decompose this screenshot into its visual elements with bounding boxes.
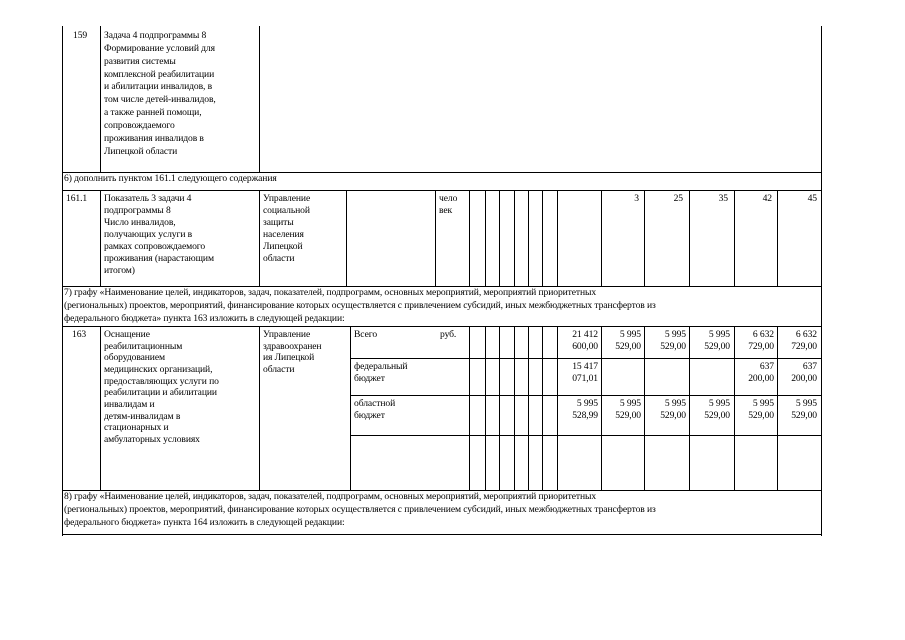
table-rule xyxy=(821,172,822,192)
table-rule xyxy=(542,190,543,287)
indicator-value: 45 xyxy=(807,193,817,204)
funding-value: 5 995 xyxy=(752,398,774,409)
table-rule xyxy=(821,26,822,173)
funding-total: 21 412 xyxy=(572,329,598,340)
funding-value: 637 xyxy=(759,361,774,372)
table-rule xyxy=(259,26,260,173)
row-name: детям-инвалидам в xyxy=(104,410,181,422)
table-rule xyxy=(542,326,543,491)
executor-name: защиты xyxy=(263,217,294,228)
funding-total: 600,00 xyxy=(572,341,598,352)
indicator-value: 3 xyxy=(634,193,639,204)
funding-value: 529,00 xyxy=(748,410,774,421)
funding-value: 529,00 xyxy=(615,341,641,352)
funding-value: 200,00 xyxy=(791,373,817,384)
table-rule xyxy=(644,326,645,491)
row-name: Показатель 3 задачи 4 xyxy=(104,193,192,204)
row-name: получающих услуги в xyxy=(104,229,193,240)
table-rule xyxy=(734,326,735,491)
executor-name: Управление xyxy=(263,329,311,340)
table-rule xyxy=(557,326,558,491)
funding-source: бюджет xyxy=(354,410,385,421)
funding-value: 5 995 xyxy=(708,329,730,340)
table-rule xyxy=(557,190,558,287)
row-name: а также ранней помощи, xyxy=(104,107,202,119)
table-rule xyxy=(62,26,63,173)
table-rule xyxy=(601,326,602,491)
table-rule xyxy=(499,190,500,287)
row-name: и абилитации инвалидов, в xyxy=(104,81,213,93)
table-rule xyxy=(62,490,63,536)
funding-value: 529,00 xyxy=(615,410,641,421)
table-rule xyxy=(514,190,515,287)
funding-value: 200,00 xyxy=(748,373,774,384)
executor-name: здравоохранен xyxy=(263,340,322,352)
row-number: 161.1 xyxy=(66,193,88,204)
table-rule xyxy=(350,395,822,396)
indicator-value: 25 xyxy=(673,193,683,204)
table-rule xyxy=(350,435,822,436)
row-name: реабилитации и абилитации xyxy=(104,387,217,399)
row-name: развития системы xyxy=(104,55,176,67)
funding-value: 729,00 xyxy=(748,341,774,352)
funding-value: 637 xyxy=(802,361,817,372)
indicator-value: 35 xyxy=(718,193,728,204)
row-name: Липецкой области xyxy=(104,145,178,157)
row-name: Задача 4 подпрограммы 8 xyxy=(104,30,207,41)
funding-source: областной xyxy=(354,398,396,409)
funding-value: 729,00 xyxy=(791,341,817,352)
funding-total: 071,01 xyxy=(572,373,598,384)
table-rule xyxy=(689,190,690,287)
row-name: медицинских организаций, xyxy=(104,363,213,375)
funding-total: 5 995 xyxy=(576,398,598,409)
indicator-value: 42 xyxy=(762,193,772,204)
table-rule xyxy=(514,326,515,491)
funding-value: 529,00 xyxy=(704,410,730,421)
executor-name: области xyxy=(263,253,295,264)
funding-value: 529,00 xyxy=(704,341,730,352)
funding-value: 6 632 xyxy=(795,329,817,340)
table-rule xyxy=(62,534,822,535)
row-name: итогом) xyxy=(104,265,135,276)
funding-total: 528,99 xyxy=(572,410,598,421)
executor-name: ия Липецкой xyxy=(263,352,315,364)
funding-total: 15 417 xyxy=(572,361,598,372)
row-name: подпрограммы 8 xyxy=(104,205,171,216)
instruction-text: федерального бюджета» пункта 164 изложить в следующей редакции: xyxy=(64,517,345,528)
table-rule xyxy=(469,326,470,491)
row-number: 159 xyxy=(73,30,88,41)
table-rule xyxy=(777,190,778,287)
funding-value: 529,00 xyxy=(660,410,686,421)
table-rule xyxy=(350,358,822,359)
table-rule xyxy=(528,326,529,491)
table-rule xyxy=(777,326,778,491)
unit-label: руб. xyxy=(440,329,457,340)
funding-source: бюджет xyxy=(354,373,385,384)
table-rule xyxy=(485,190,486,287)
table-rule xyxy=(821,286,822,327)
table-rule xyxy=(350,326,351,491)
instruction-text: (региональных) проектов, мероприятий, финансирование которых осуществляется с привлечением субсидий, иных межбюджетных трансфертов из xyxy=(64,300,656,311)
row-name: проживания (нарастающим xyxy=(104,253,214,264)
executor-name: области xyxy=(263,363,295,375)
row-name: стационарных и xyxy=(104,422,169,434)
table-rule xyxy=(485,326,486,491)
row-name: оборудованием xyxy=(104,352,165,364)
executor-name: Липецкой xyxy=(263,241,303,252)
unit-label: век xyxy=(439,205,453,216)
row-name: комплексной реабилитации xyxy=(104,68,215,80)
row-name: том числе детей-инвалидов, xyxy=(104,94,216,106)
table-rule xyxy=(62,172,63,192)
table-rule xyxy=(100,326,101,491)
table-rule xyxy=(469,190,470,287)
funding-value: 529,00 xyxy=(791,410,817,421)
funding-value: 5 995 xyxy=(619,398,641,409)
unit-label: чело xyxy=(439,193,458,204)
funding-value: 5 995 xyxy=(664,398,686,409)
row-name: Формирование условий для xyxy=(104,42,215,54)
funding-value: 5 995 xyxy=(664,329,686,340)
funding-source: Всего xyxy=(354,329,378,340)
table-rule xyxy=(100,190,101,287)
table-rule xyxy=(528,190,529,287)
executor-name: населения xyxy=(263,229,304,240)
table-rule xyxy=(62,326,822,327)
funding-value: 529,00 xyxy=(660,341,686,352)
funding-value: 5 995 xyxy=(619,329,641,340)
funding-value: 5 995 xyxy=(708,398,730,409)
row-name: реабилитационным xyxy=(104,340,183,352)
row-name: предоставляющих услуги по xyxy=(104,375,219,387)
row-name: Оснащение xyxy=(104,329,150,340)
table-rule xyxy=(259,326,260,491)
row-name: Число инвалидов, xyxy=(104,217,176,228)
instruction-text: 6) дополнить пунктом 161.1 следующего содержания xyxy=(64,173,277,184)
row-name: проживания инвалидов в xyxy=(104,132,204,144)
table-rule xyxy=(821,190,822,287)
table-rule xyxy=(62,286,63,327)
table-rule xyxy=(62,326,63,491)
row-name: амбулаторных условиях xyxy=(104,433,200,445)
table-rule xyxy=(601,190,602,287)
table-rule xyxy=(62,190,63,287)
executor-name: Управление xyxy=(263,193,311,204)
row-number: 163 xyxy=(72,329,87,340)
instruction-text: (региональных) проектов, мероприятий, финансирование которых осуществляется с привлечением субсидий, иных межбюджетных трансфертов из xyxy=(64,504,656,515)
instruction-text: федерального бюджета» пункта 163 изложить в следующей редакции: xyxy=(64,313,345,324)
table-rule xyxy=(62,190,822,191)
table-rule xyxy=(499,326,500,491)
table-rule xyxy=(435,190,436,287)
table-rule xyxy=(689,326,690,491)
instruction-text: 8) графу «Наименование целей, индикаторов, задач, показателей, подпрограмм, основных мероприятий, мероприятий приоритетных xyxy=(64,491,597,502)
table-rule xyxy=(644,190,645,287)
table-rule xyxy=(346,190,347,287)
table-rule xyxy=(821,490,822,536)
table-rule xyxy=(259,190,260,287)
row-name: сопровождаемого xyxy=(104,119,175,131)
funding-value: 5 995 xyxy=(795,398,817,409)
funding-source: федеральный xyxy=(354,361,408,372)
instruction-text: 7) графу «Наименование целей, индикаторов, задач, показателей, подпрограмм, основных мероприятий, мероприятий приоритетных xyxy=(64,287,597,298)
executor-name: социальной xyxy=(263,205,310,216)
funding-value: 6 632 xyxy=(752,329,774,340)
row-name: рамках сопровождаемого xyxy=(104,241,206,252)
table-rule xyxy=(734,190,735,287)
table-rule xyxy=(821,326,822,491)
table-rule xyxy=(100,26,101,173)
row-name: инвалидам и xyxy=(104,398,155,410)
